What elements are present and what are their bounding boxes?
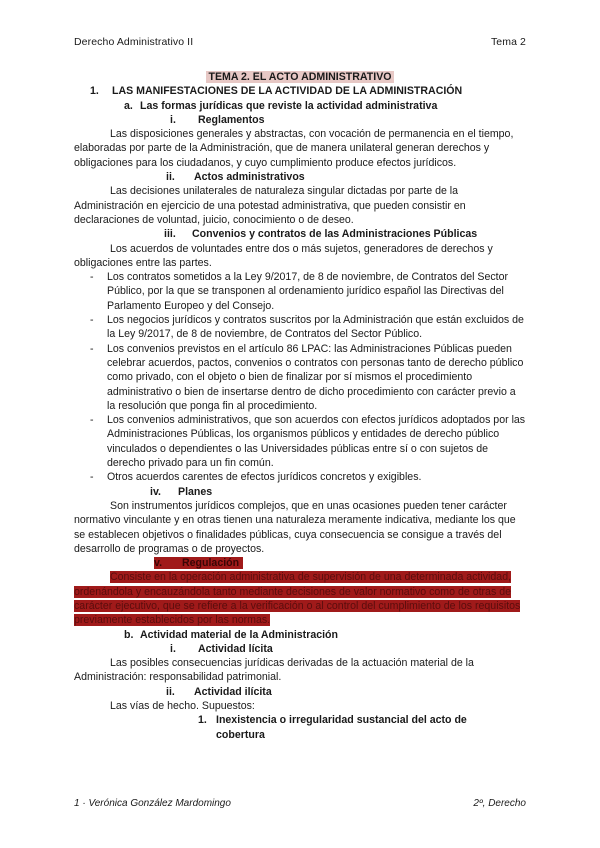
paragraph-regulacion: Consiste en la operación administrativa de supervisión de una determinada actividad, ordenándola y encauzándola tanto mediante decisiones de valor normativo como de otras de carácter ejecutivo, que se refiere a la verificación o al control del cumplimiento de los requisitos previamente establecidos por las normas.	[74, 571, 521, 627]
paragraph-convenios: Los acuerdos de voluntades entre dos o más sujetos, generadores de derechos y obligaciones entre las partes.	[74, 242, 493, 269]
item-heading-regulacion: v. Regulación	[74, 556, 526, 570]
item-heading-reglamentos: i. Reglamentos	[170, 113, 265, 126]
list-item: - Los contratos sometidos a la Ley 9/2017, de 8 de noviembre, de Contratos del Sector Público, por la que se transponen al ordenamiento jurídico español las Directivas del Parlamento Europeo y del Consejo.	[90, 271, 509, 312]
header-right: Tema 2	[490, 36, 526, 48]
paragraph-licita: Las posibles consecuencias jurídicas derivadas de la actuación material de la Administración: responsabilidad patrimonial.	[74, 657, 474, 684]
subsection-heading-b: b. Actividad material de la Administración	[124, 628, 339, 641]
item-heading-ilicita: ii. Actividad ilícita	[166, 685, 272, 698]
item-heading-planes: iv. Planes	[150, 485, 213, 498]
header-left: Derecho Administrativo II	[74, 36, 194, 48]
convenios-list	[74, 270, 526, 484]
item-heading-convenios: iii. Convenios y contratos de las Administraciones Públicas	[164, 228, 478, 241]
footer-right: 2º, Derecho	[473, 798, 526, 809]
paragraph-planes: Son instrumentos jurídicos complejos, que en unas ocasiones pueden tener carácter normativo vinculante y en otras tienen una naturaleza meramente indicativa, mediante los que se establecen objetivos o finalidades públicas, cuya consecuencia se consigue a través del desarrollo de programas o de proyectos.	[74, 499, 516, 555]
document-title: TEMA 2. EL ACTO ADMINISTRATIVO	[208, 71, 392, 83]
item-heading-licita: i. Actividad lícita	[170, 642, 273, 655]
paragraph-ilicita: Las vías de hecho. Supuestos:	[110, 700, 255, 713]
section-heading-1: 1. LAS MANIFESTACIONES DE LA ACTIVIDAD DE LA ADMINISTRACIÓN	[90, 85, 463, 98]
list-item: - Los negocios jurídicos y contratos suscritos por la Administración que están excluidos de la Ley 9/2017, de 8 de noviembre, de Contratos del Sector Público.	[90, 314, 524, 341]
footer-left: 1 · Verónica González Mardomingo	[74, 798, 231, 809]
document-body	[74, 70, 526, 742]
list-item: - Los convenios previstos en el artículo 86 LPAC: las Administraciones Públicas pueden celebrar acuerdos, pactos, convenios o contratos con personas tanto de derecho público como privado, con el objeto o bien de finalizar por sí mismos el procedimiento administrativo o bien de insertarse dentro de dicho procedimiento con carácter previo a la resolución que ponga fin al procedimiento.	[90, 342, 524, 412]
paragraph-actos: Las decisiones unilaterales de naturaleza singular dictadas por parte de la Administración en ejercicio de una potestad administrativa, que pueden consistir en declaraciones de voluntad, juicio, conocimiento o de deseo.	[74, 185, 466, 226]
subsection-heading-a: a. Las formas jurídicas que reviste la actividad administrativa	[124, 99, 438, 112]
list-item: - Los convenios administrativos, que son acuerdos con efectos jurídicos adoptados por las Administraciones Públicas, los organismos públicos y entidades de derecho público vinculados o dependientes o las Universidades públicas entre sí o con sujetos de derecho privado para un fin común.	[90, 414, 526, 470]
item-heading-actos: ii. Actos administrativos	[166, 171, 305, 184]
list-item: - Otros acuerdos carentes de efectos jurídicos concretos y exigibles.	[90, 471, 422, 484]
paragraph-reglamentos: Las disposiciones generales y abstractas, con vocación de permanencia en el tiempo, elaboradas por parte de la Administración, que de manera unilateral generan derechos y obligaciones para los ciudadanos, y cuyo cumplimiento produce efectos jurídicos.	[74, 128, 514, 169]
point-heading-1: 1. Inexistencia o irregularidad sustancial del acto de cobertura	[198, 714, 467, 741]
